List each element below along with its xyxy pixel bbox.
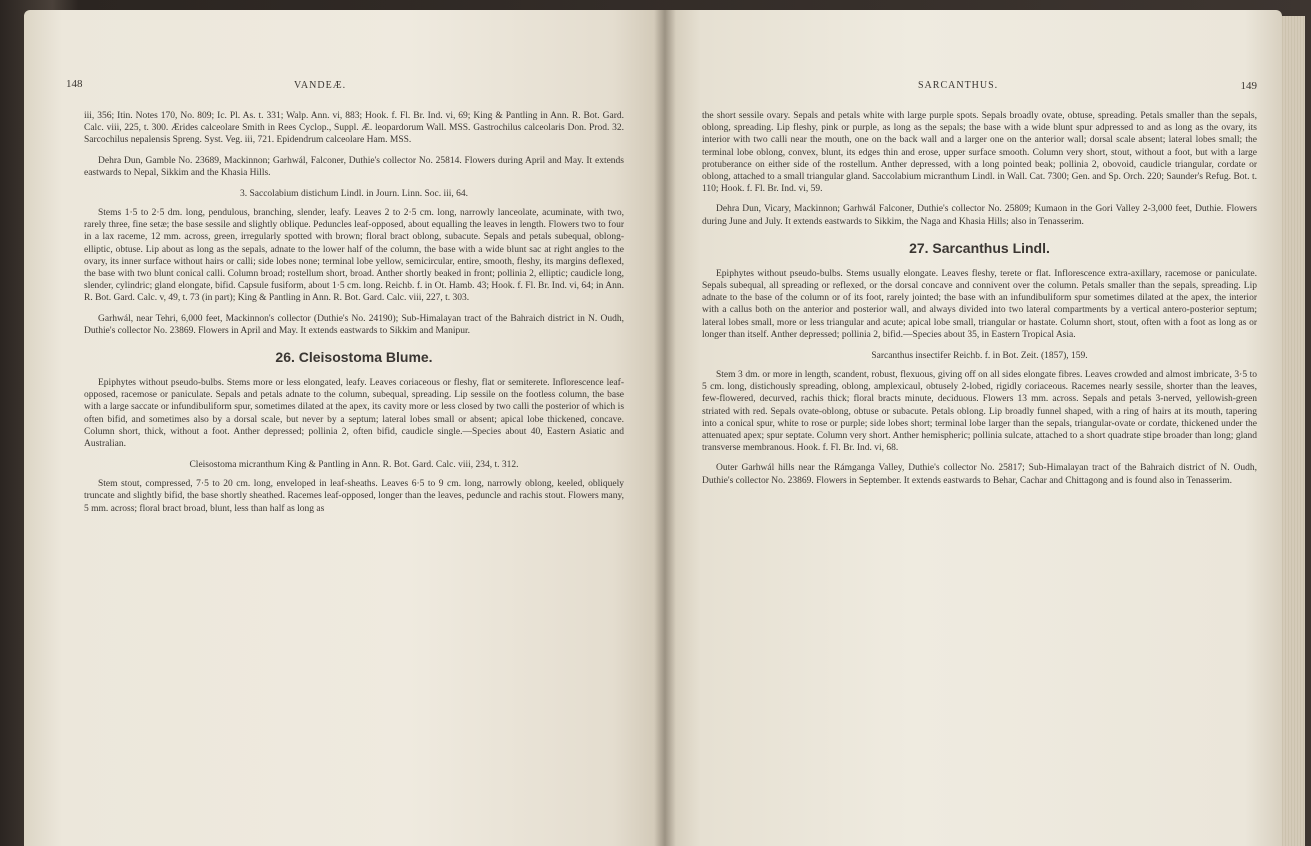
right-header bbox=[702, 80, 1257, 98]
distribution-paragraph: Dehra Dun, Gamble No. 23689, Mackinnon; Garhwál, Falconer, Duthie's collector No. 25814. Flowers during April and May. It extends eastwards to Nepal, Sikkim and the Khasia Hills. bbox=[84, 155, 624, 178]
genus-heading: 27. Sarcanthus Lindl. bbox=[909, 239, 1050, 256]
species-title: Cleisostoma micranthum King & Pantling in Ann. R. Bot. Gard. Calc. viii, 234, t. 312. bbox=[189, 460, 519, 471]
continuation-paragraph: the short sessile ovary. Sepals and petals white with large purple spots. Sepals broadly ovate, obtuse, spreading. Petals smaller than the sepals, oblong, spreading. Lip fleshy, pink or purple, as long as the sepals; the base with a wide blunt spur adpressed to and as long as the ovary, its interior with two calli near the mouth, one on the back wall and a larger one on the anterior wall; dorsal scale absent; lateral lobes small; the terminal lobe oblong, convex, blunt, its edges thin and erose, upper surface smooth. Column very short, stout, without a foot, but with a large protuberance on either side of the rostellum. Anther depressed, with a long pointed beak; pollinia 2, obovoid, caudicle triangular, cordate or oblong, attached to a small triangular gland. Saccolabium micranthum Lindl. in Wall. Cat. 7300; Gen. and Sp. Orch. 220; Saunder's Refug. Bot. t. 110; Hook. f. Fl. Br. Ind. vi, 59. bbox=[702, 111, 1257, 195]
genus-description: Epiphytes without pseudo-bulbs. Stems more or less elongated, leafy. Leaves coriaceous or fleshy, flat or semiterete. Inflorescence leaf-opposed, racemose or paniculate. Sepals and petals adnate to the column, subequal, spreading. Lip sessile on the footless column, the base with a large saccate or infundibuliform spur, sometimes dilated at the apex, its cavity more or less closed by two calli the posterior of which is often bifid, and sometimes also by a dorsal scale, but never by a septum; lateral lobes small or absent; apical lobe thickened, concave. Column short, thick, without a foot. Anther depressed; pollinia 2, often bifid, caudicle single.—Species about 40, Eastern Asiatic and Australian. bbox=[84, 378, 625, 450]
running-head: SARCANTHUS. bbox=[918, 80, 999, 91]
species-title: Sarcanthus insectifer Reichb. f. in Bot. Zeit. (1857), 159. bbox=[871, 351, 1088, 362]
species-description: Stem 3 dm. or more in length, scandent, robust, flexuous, giving off on all sides elongate fibres. Leaves crowded and almost imbricate, 3·5 to 5 cm. long, distichously spreading, oblong, amplexicaul, obtusely 2-lobed, rigidly coriaceous. Racemes nearly sessile, shorter than the leaves, few-flowered, decurved, rachis thick; floral bracts minute, deciduous. Flowers 13 mm. across. Sepals and petals 3-nerved, yellowish-green striated with red. Sepals ovate-oblong, obtuse or subacute. Petals oblong. Lip broadly funnel shaped, with a ring of hairs at its mouth, tapering into a conical spur, white to rose or purple; side lobes short; terminal lobe larger than the sepals, triangular-ovate or cordate, thickened under the attenuated apex; spur septate. Column very short. Anther hemispheric; pollinia sulcate, attached to a short quadrate stipe broader than long; gland transverse membranous. Hook. f. Fl. Br. Ind. vi, 68. bbox=[702, 370, 1257, 454]
page-number: 149 bbox=[1240, 80, 1257, 92]
species-distribution: Outer Garhwál hills near the Rámganga Valley, Duthie's collector No. 25817; Sub-Himalayan tract of the Bahraich district of N. Oudh, Duthie's collector No. 23869. Flowers in September. It extends eastwards to Behar, Cachar and Chittagong and is found also in Tenasserim. bbox=[702, 463, 1257, 486]
right-page bbox=[664, 10, 1282, 846]
species-description: Stems 1·5 to 2·5 dm. long, pendulous, branching, slender, leafy. Leaves 2 to 2·5 cm. long, narrowly lanceolate, acuminate, with two, rarely three, fine setæ; the base sessile and slightly oblique. Peduncles leaf-opposed, about equalling the leaves in length. Flowers two to four in a lax raceme, 12 mm. across, green, irregularly spotted with brown; floral bract oblong, subacute. Sepals and petals subequal, oblong-elliptic, obtuse. Lip about as long as the sepals, adnate to the lower half of the column, the base with a wide blunt sac at right angles to the ovary, its inner surface without hairs or calli; side lobes none; terminal lobe yellow, semicircular, entire, smooth, fleshy, its margins deflexed, the base with two blunt conical calli. Column broad; rostellum short, broad. Anther shortly beaked in front; pollinia 2, elliptic; caudicle long, slender, cylindric; gland elongate, bifid. Capsule fusiform, about 1·5 cm. long. Reichb. f. in Ot. Hamb. 43; Hook. f. Fl. Br. Ind. vi, 64; in Ann. R. Bot. Gard. Calc. v, 49, t. 73 (in part); King & Pantling in Ann. R. Bot. Gard. Calc. viii, 227, t. 303. bbox=[84, 208, 624, 304]
genus-description: Epiphytes without pseudo-bulbs. Stems usually elongate. Leaves fleshy, terete or flat. Inflorescence extra-axillary, racemose or paniculate. Sepals subequal, all spreading or reflexed, or the dorsal concave and connivent over the column. Petals smaller than the sepals, spreading. Lip adnate to the base of the column or of its foot, rarely jointed; the base with an infundibuliform spur sometimes dilated at the apex, the interior with a callus both on the anterior and posterior wall, and always divided into two lateral compartments by a vertical antero-posterior septum; lateral lobes small, more or less triangular and acute; apical lobe small, triangular or hastate. Column short, stout, often with a foot as long as or longer than itself. Anther depressed; pollinia 2, bifid.—Species about 35, in Eastern Tropical Asia. bbox=[702, 268, 1257, 340]
page-edges bbox=[1280, 16, 1305, 846]
distribution-paragraph: Dehra Dun, Vicary, Mackinnon; Garhwál Falconer, Duthie's collector No. 25809; Kumaon in the Gori Valley 2-3,000 feet, Duthie. Flowers during June and July. It extends eastwards to Sikkim, the Naga and Khasia Hills; also in Tenasserim. bbox=[702, 204, 1257, 227]
genus-heading: 26. Cleisostoma Blume. bbox=[275, 349, 433, 366]
left-header bbox=[66, 78, 624, 98]
species-description: Stem stout, compressed, 7·5 to 20 cm. long, enveloped in leaf-sheaths. Leaves 6·5 to 9 cm. long, narrowly oblong, keeled, obliquely truncate and slightly bifid, the base shortly sheathed. Racemes leaf-opposed, longer than the leaves, peduncle and rachis stout. Flowers many, 5 mm. across; floral bract broad, blunt, less than half as long as bbox=[84, 479, 624, 514]
species-distribution: Garhwál, near Tehri, 6,000 feet, Mackinnon's collector (Duthie's No. 24190); Sub-Himalayan tract of the Bahraich district in N. Oudh, Duthie's collector No. 23869. Flowers in April and May. It extends eastwards to Sikkim and Manipur. bbox=[84, 313, 624, 336]
species-title: 3. Saccolabium distichum Lindl. in Journ. Linn. Soc. iii, 64. bbox=[240, 189, 468, 200]
references-paragraph: iii, 356; Itin. Notes 170, No. 809; Ic. Pl. As. t. 331; Walp. Ann. vi, 883; Hook. f. Fl. Br. Ind. vi, 69; King & Pantling in Ann. R. Bot. Gard. Calc. viii, 225, t. 300. Ærides calceolare Smith in Rees Cyclop., Suppl. Æ. leopardorum Wall. MSS. Gastrochilus calceolaris Don. Prod. 32. Sarcochilus nepalensis Spreng. Syst. Veg. iii, 721. Epidendrum calceolare Ham. MSS. bbox=[84, 111, 624, 146]
page-number: 148 bbox=[66, 78, 83, 90]
left-page bbox=[24, 10, 664, 846]
book-gutter bbox=[654, 10, 676, 846]
running-head: VANDEÆ. bbox=[294, 80, 347, 91]
